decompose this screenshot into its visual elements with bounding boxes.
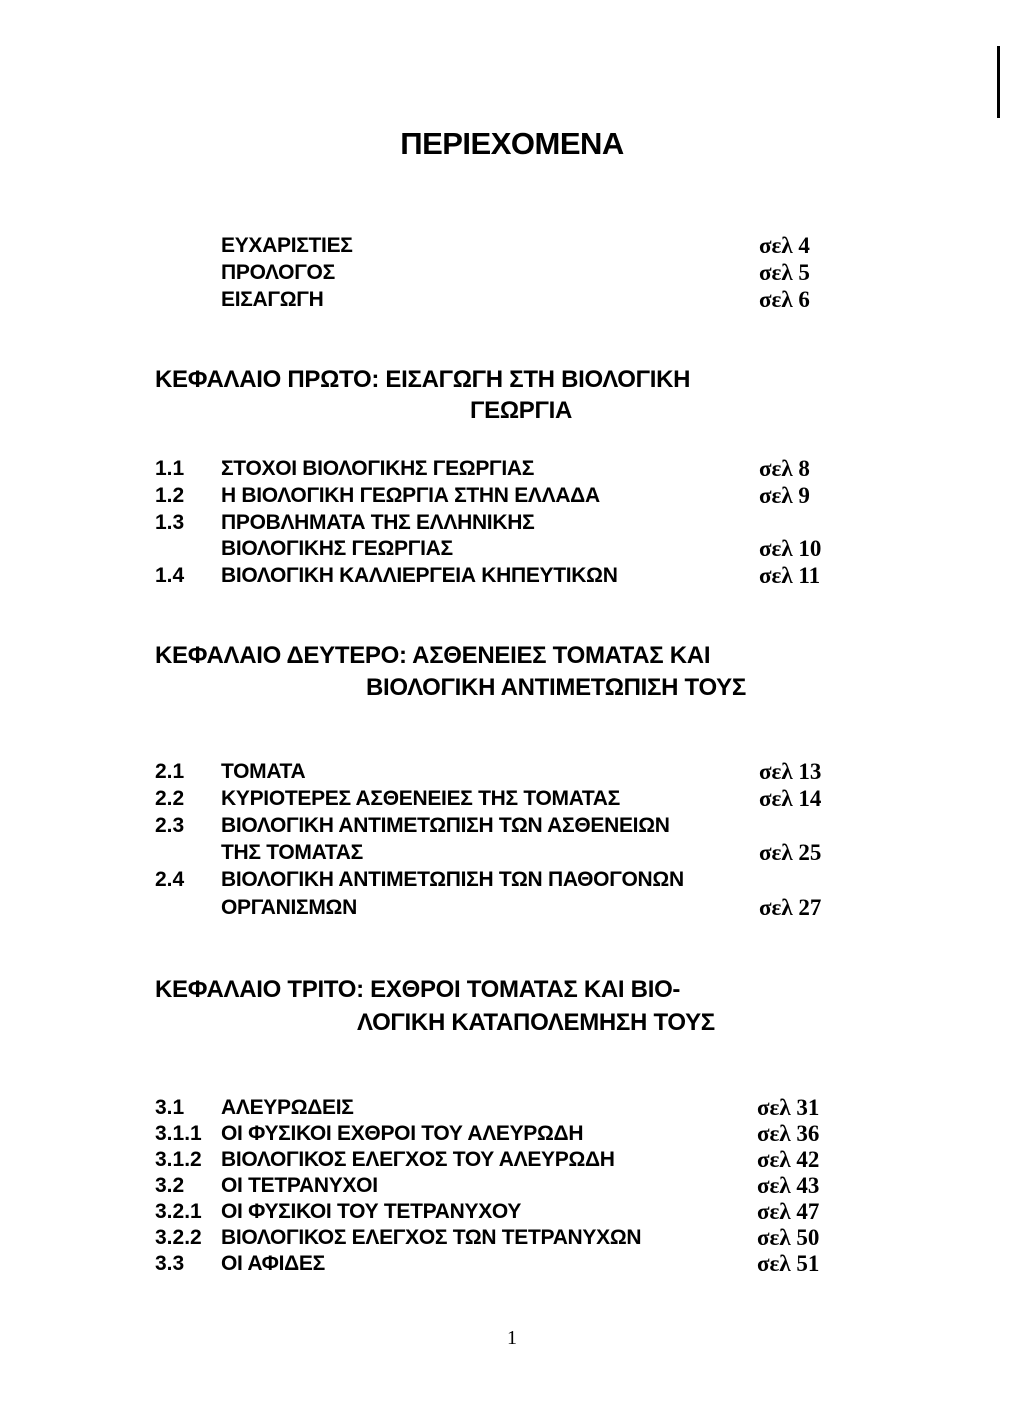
chapter-3-title-cont: ΛΟΓΙΚΗ ΚΑΤΑΠΟΛΕΜΗΣΗ ΤΟΥΣ: [357, 1009, 715, 1036]
toc-num: 3.2.2: [155, 1226, 202, 1249]
toc-page-acknowledgements: σελ 4: [759, 233, 810, 258]
toc-entry: ΑΛΕΥΡΩΔΕΙΣ: [221, 1096, 354, 1119]
toc-entry: ΒΙΟΛΟΓΙΚΗ ΑΝΤΙΜΕΤΩΠΙΣΗ ΤΩΝ ΑΣΘΕΝΕΙΩΝ: [221, 814, 670, 837]
toc-page: σελ 13: [759, 759, 822, 784]
toc-entry: ΒΙΟΛΟΓΙΚΗ ΑΝΤΙΜΕΤΩΠΙΣΗ ΤΩΝ ΠΑΘΟΓΟΝΩΝ: [221, 868, 684, 891]
toc-entry: ΒΙΟΛΟΓΙΚΟΣ ΕΛΕΓΧΟΣ ΤΩΝ ΤΕΤΡΑΝΥΧΩΝ: [221, 1226, 642, 1249]
toc-entry: ΠΡΟΒΛΗΜΑΤΑ ΤΗΣ ΕΛΛΗΝΙΚΗΣ: [221, 511, 535, 534]
toc-entry: ΒΙΟΛΟΓΙΚΟΣ ΕΛΕΓΧΟΣ ΤΟΥ ΑΛΕΥΡΩΔΗ: [221, 1148, 615, 1171]
toc-entry-preface: ΠΡΟΛΟΓΟΣ: [221, 261, 335, 284]
toc-num: 2.1: [155, 760, 185, 783]
toc-num: 3.2: [155, 1174, 185, 1197]
toc-page-introduction: σελ 6: [759, 287, 810, 312]
toc-page: σελ 25: [759, 840, 822, 865]
chapter-3-title: ΚΕΦΑΛΑΙΟ ΤΡΙΤΟ: ΕΧΘΡΟΙ ΤΟΜΑΤΑΣ ΚΑΙ ΒΙΟ-: [155, 976, 681, 1003]
chapter-1-title-cont: ΓΕΩΡΓΙΑ: [470, 397, 573, 424]
toc-page: σελ 43: [757, 1173, 820, 1198]
toc-page: σελ 42: [757, 1147, 820, 1172]
toc-page: σελ 31: [757, 1095, 820, 1120]
toc-entry: ΟΙ ΑΦΙΔΕΣ: [221, 1252, 325, 1275]
toc-num: 1.4: [155, 564, 185, 587]
toc-num: 1.1: [155, 457, 185, 480]
toc-page-preface: σελ 5: [759, 260, 810, 285]
toc-num: 3.2.1: [155, 1200, 202, 1223]
toc-entry: ΚΥΡΙΟΤΕΡΕΣ ΑΣΘΕΝΕΙΕΣ ΤΗΣ ΤΟΜΑΤΑΣ: [221, 787, 620, 810]
toc-page: σελ 27: [759, 895, 822, 920]
toc-entry: ΟΙ ΦΥΣΙΚΟΙ ΤΟΥ ΤΕΤΡΑΝΥΧΟΥ: [221, 1200, 522, 1223]
page-number: 1: [507, 1327, 517, 1349]
toc-entry-acknowledgements: ΕΥΧΑΡΙΣΤΙΕΣ: [221, 234, 353, 257]
toc-page: σελ 8: [759, 456, 810, 481]
page-edge-mark: [997, 46, 1000, 118]
toc-num: 2.3: [155, 814, 185, 837]
toc-page: σελ 9: [759, 483, 810, 508]
toc-num: 1.3: [155, 511, 185, 534]
toc-entry-introduction: ΕΙΣΑΓΩΓΗ: [221, 288, 324, 311]
toc-page: σελ 11: [759, 563, 821, 588]
toc-entry: ΤΟΜΑΤΑ: [221, 760, 306, 783]
toc-num: 1.2: [155, 484, 185, 507]
toc-entry: Η ΒΙΟΛΟΓΙΚΗ ΓΕΩΡΓΙΑ ΣΤΗΝ ΕΛΛΑΔΑ: [221, 484, 600, 507]
toc-entry-cont: ΟΡΓΑΝΙΣΜΩΝ: [221, 896, 357, 919]
toc-entry-cont: ΤΗΣ ΤΟΜΑΤΑΣ: [221, 841, 363, 864]
toc-page: σελ 36: [757, 1121, 820, 1146]
toc-entry: ΟΙ ΤΕΤΡΑΝΥΧΟΙ: [221, 1174, 378, 1197]
toc-entry: ΟΙ ΦΥΣΙΚΟΙ ΕΧΘΡΟΙ ΤΟΥ ΑΛΕΥΡΩΔΗ: [221, 1122, 584, 1145]
toc-page: σελ 51: [757, 1251, 820, 1276]
toc-num: 2.4: [155, 868, 185, 891]
toc-num: 3.1.1: [155, 1122, 202, 1145]
chapter-2-title: ΚΕΦΑΛΑΙΟ ΔΕΥΤΕΡΟ: ΑΣΘΕΝΕΙΕΣ ΤΟΜΑΤΑΣ ΚΑΙ: [155, 642, 711, 669]
toc-num: 3.3: [155, 1252, 185, 1275]
toc-page: σελ 14: [759, 786, 822, 811]
page-title: ΠΕΡΙΕΧΟΜΕΝΑ: [400, 126, 624, 161]
chapter-1-title: ΚΕΦΑΛΑΙΟ ΠΡΩΤΟ: ΕΙΣΑΓΩΓΗ ΣΤΗ ΒΙΟΛΟΓΙΚΗ: [155, 366, 691, 393]
toc-entry: ΒΙΟΛΟΓΙΚΗ ΚΑΛΛΙΕΡΓΕΙΑ ΚΗΠΕΥΤΙΚΩΝ: [221, 564, 618, 587]
toc-num: 2.2: [155, 787, 185, 810]
toc-page: σελ 10: [759, 536, 822, 561]
toc-page: σελ 50: [757, 1225, 820, 1250]
chapter-2-title-cont: ΒΙΟΛΟΓΙΚΗ ΑΝΤΙΜΕΤΩΠΙΣΗ ΤΟΥΣ: [366, 674, 746, 701]
toc-entry-cont: ΒΙΟΛΟΓΙΚΗΣ ΓΕΩΡΓΙΑΣ: [221, 537, 453, 560]
toc-num: 3.1: [155, 1096, 185, 1119]
toc-num: 3.1.2: [155, 1148, 202, 1171]
toc-entry: ΣΤΟΧΟΙ ΒΙΟΛΟΓΙΚΗΣ ΓΕΩΡΓΙΑΣ: [221, 457, 535, 480]
toc-page: σελ 47: [757, 1199, 820, 1224]
